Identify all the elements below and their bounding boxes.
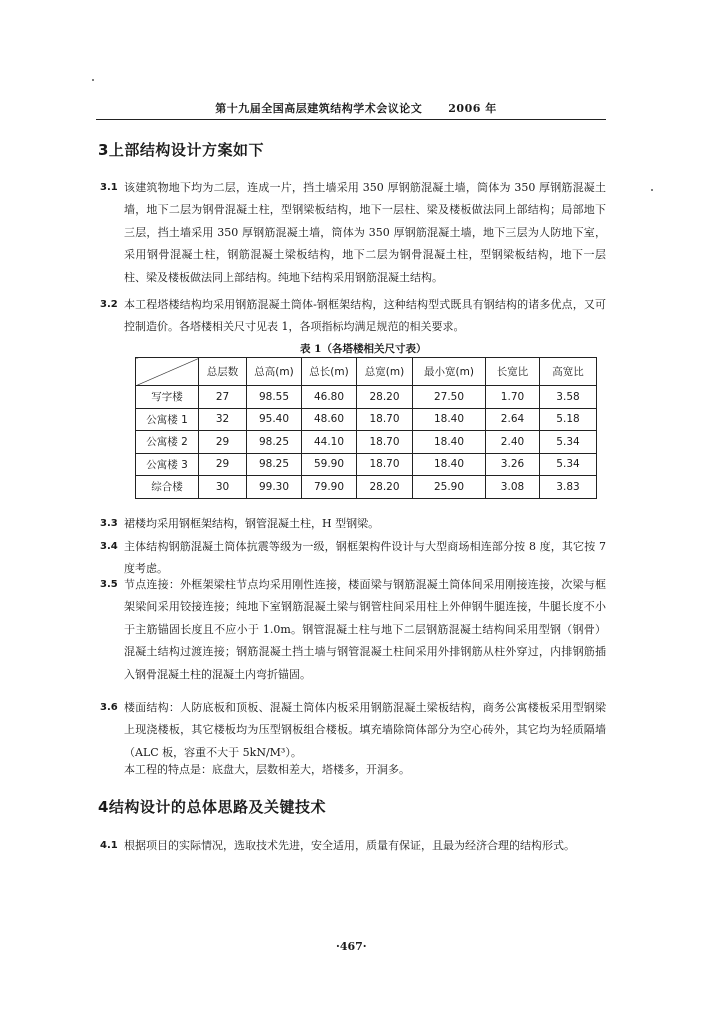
table-cell: 28.20 <box>357 476 413 499</box>
column-header: 总高(m) <box>247 358 302 386</box>
paragraph-text: 裙楼均采用钢框架结构，钢管混凝土柱，H 型钢梁。 <box>124 517 380 530</box>
table-cell: 18.70 <box>357 408 413 431</box>
table-cell: 18.70 <box>357 431 413 454</box>
paragraph-number: 3.5 <box>100 579 118 590</box>
paragraph-number: 3.6 <box>100 702 118 713</box>
table-cell: 25.90 <box>413 476 486 499</box>
row-label: 综合楼 <box>136 476 199 499</box>
page-number: ·467· <box>336 940 367 953</box>
table-cell: 18.40 <box>413 408 486 431</box>
column-header: 最小宽(m) <box>413 358 486 386</box>
paragraph-text: 主体结构钢筋混凝土筒体抗震等级为一级，钢框架构件设计与大型商场相连部分按 8 度，其它按 7 度考虑。 <box>124 540 606 576</box>
paragraph-text: 本工程塔楼结构均采用钢筋混凝土筒体-钢框架结构，这种结构型式既具有钢结构的诸多优点，又可控制造价。各塔楼相关尺寸见表 1，各项指标均满足规范的相关要求。 <box>124 298 606 334</box>
table-cell: 18.40 <box>413 431 486 454</box>
paragraph-text: 楼面结构：人防底板和顶板、混凝土筒体内板采用钢筋混凝土梁板结构，商务公寓楼板采用型钢梁上现浇楼板，其它楼板均为压型钢板组合楼板。填充墙除筒体部分为空心砖外，其它均为轻质隔墙（ALC 板，容重不大于 5kN/M³）。 <box>124 701 606 759</box>
table-cell: 44.10 <box>302 431 357 454</box>
table-cell: 3.58 <box>540 386 597 409</box>
paragraph-3-6 <box>100 697 606 764</box>
project-features: 本工程的特点是：底盘大，层数相差大，塔楼多，开洞多。 <box>124 763 410 776</box>
paragraph-number: 4.1 <box>100 840 118 851</box>
paragraph-4-1 <box>100 835 606 857</box>
row-label: 公寓楼 3 <box>136 453 199 476</box>
table-cell: 32 <box>199 408 247 431</box>
table-cell: 99.30 <box>247 476 302 499</box>
table-cell: 3.26 <box>486 453 540 476</box>
table-cell: 2.64 <box>486 408 540 431</box>
paragraph-number: 3.1 <box>100 182 118 193</box>
table-cell: 18.70 <box>357 453 413 476</box>
table-row <box>136 476 597 499</box>
table-cell: 98.25 <box>247 431 302 454</box>
table-row <box>136 431 597 454</box>
table-cell: 28.20 <box>357 386 413 409</box>
paragraph-3-2 <box>100 294 606 339</box>
column-header: 长宽比 <box>486 358 540 386</box>
column-header: 总层数 <box>199 358 247 386</box>
table-cell: 5.34 <box>540 453 597 476</box>
scan-speck <box>92 79 94 81</box>
scan-speck <box>651 189 653 191</box>
paragraph-number: 3.4 <box>100 541 118 552</box>
table-caption: 表 1（各塔楼相关尺寸表） <box>300 343 427 355</box>
table-cell: 5.18 <box>540 408 597 431</box>
paragraph-text: 节点连接：外框架梁柱节点均采用刚性连接，楼面梁与钢筋混凝土筒体间采用刚接连接，次梁与框架梁间采用铰接连接；纯地下室钢筋混凝土梁与钢管柱间采用柱上外伸钢牛腿连接，牛腿长度不小于主筋锚固长度且不应小于 1.0m。钢管混凝土柱与地下二层钢筋混凝土结构间采用型钢（钢骨）混凝土结构过渡连接；钢筋混凝土挡土墙与钢管混凝土柱间采用外排钢筋从柱外穿过，内排钢筋插入钢骨混凝土柱的混凝土内弯折锚固。 <box>124 578 606 681</box>
table-cell: 1.70 <box>486 386 540 409</box>
table-cell: 59.90 <box>302 453 357 476</box>
table-cell: 98.55 <box>247 386 302 409</box>
table-cell: 48.60 <box>302 408 357 431</box>
row-label: 公寓楼 2 <box>136 431 199 454</box>
paragraph-3-3 <box>100 513 606 535</box>
column-header: 总长(m) <box>302 358 357 386</box>
table-cell: 18.40 <box>413 453 486 476</box>
table-cell: 98.25 <box>247 453 302 476</box>
table-row <box>136 453 597 476</box>
row-label: 写字楼 <box>136 386 199 409</box>
table-cell: 29 <box>199 453 247 476</box>
table-header-row <box>136 358 597 386</box>
table-cell: 3.08 <box>486 476 540 499</box>
table-cell: 46.80 <box>302 386 357 409</box>
table-cell: 3.83 <box>540 476 597 499</box>
table-cell: 95.40 <box>247 408 302 431</box>
paragraph-text: 该建筑物地下均为二层，连成一片，挡土墙采用 350 厚钢筋混凝土墙，筒体为 350 厚钢筋混凝土墙，地下二层为钢骨混凝土柱，型钢梁板结构，地下一层柱、梁及楼板做法同上部结构；局部地下三层，挡土墙采用 350 厚钢筋混凝土墙，筒体为 350 厚钢筋混凝土墙，地下三层为人防地下室，采用钢骨混凝土柱，钢筋混凝土梁板结构，地下二层为钢骨混凝土柱，型钢梁板结构，地下一层柱、梁及楼板做法同上部结构。纯地下结构采用钢筋混凝土结构。 <box>124 181 606 284</box>
paragraph-text: 根据项目的实际情况，选取技术先进，安全适用，质量有保证，且最为经济合理的结构形式。 <box>124 839 575 852</box>
table-cell: 5.34 <box>540 431 597 454</box>
row-label: 公寓楼 1 <box>136 408 199 431</box>
section-3-heading: 3上部结构设计方案如下 <box>98 141 264 159</box>
tower-dimensions-table <box>135 357 597 499</box>
paragraph-3-5 <box>100 574 606 686</box>
column-header: 总宽(m) <box>357 358 413 386</box>
paragraph-number: 3.3 <box>100 518 118 529</box>
diagonal-header-cell <box>136 358 199 386</box>
column-header: 高宽比 <box>540 358 597 386</box>
table-cell: 79.90 <box>302 476 357 499</box>
table-cell: 27 <box>199 386 247 409</box>
table-cell: 29 <box>199 431 247 454</box>
running-header <box>120 100 592 116</box>
table-cell: 2.40 <box>486 431 540 454</box>
table-cell: 30 <box>199 476 247 499</box>
table-cell: 27.50 <box>413 386 486 409</box>
section-4-heading: 4结构设计的总体思路及关键技术 <box>98 798 326 816</box>
table-row <box>136 386 597 409</box>
table-row <box>136 408 597 431</box>
header-rule <box>96 119 606 120</box>
paragraph-3-1 <box>100 177 606 289</box>
header-year: 2006 年 <box>448 102 497 115</box>
header-title: 第十九届全国高层建筑结构学术会议论文 <box>215 102 423 115</box>
paragraph-number: 3.2 <box>100 299 118 310</box>
